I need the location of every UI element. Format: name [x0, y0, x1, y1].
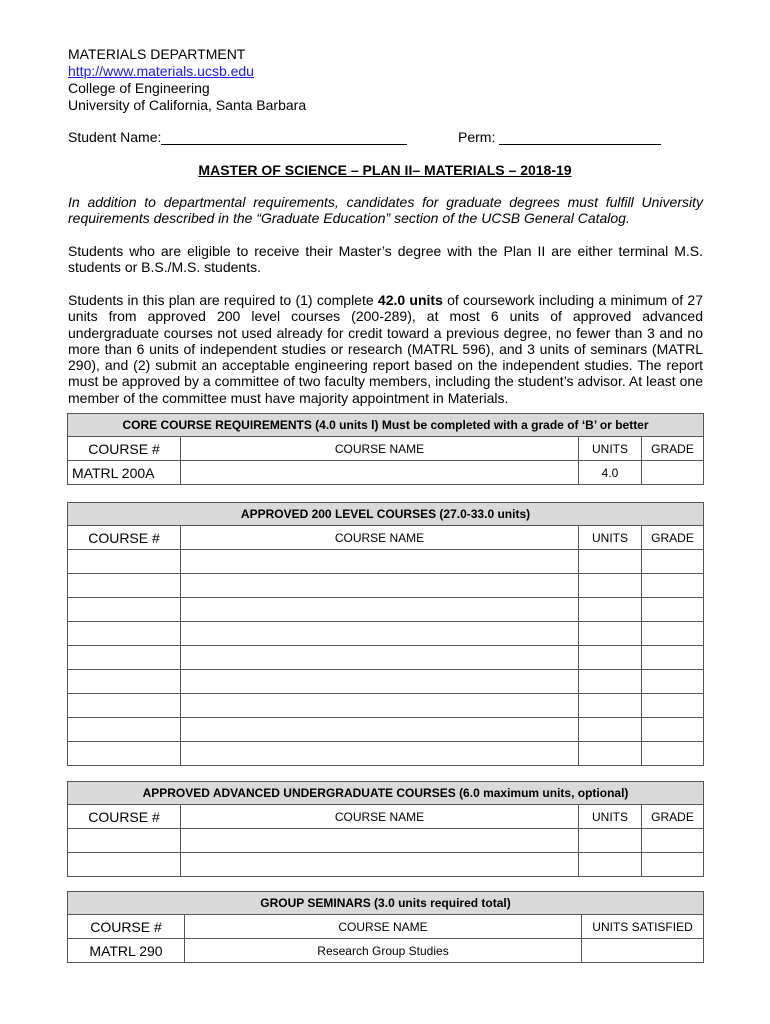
- student-name-label: Student Name:: [68, 129, 162, 145]
- table-row: [68, 670, 704, 694]
- grade-cell[interactable]: [642, 718, 704, 742]
- grade-cell[interactable]: [642, 622, 704, 646]
- requirements-paragraph: Students in this plan are required to (1) complete 42.0 units of coursework including a minimum of 27 units from approved 200 level courses (200-289), at most 6 units of approved advanced undergraduate courses not used already for credit toward a previous degree, no fewer than 3 and no more than 6 units of independent studies or research (MATRL 596), and 3 units of seminars (MATRL 290), and (2) submit an acceptable engineering report based on the independent studies. The report must be approved by a committee of two faculty members, including the student’s advisor. At least one member of the committee must have majority appointment in Materials.: [68, 292, 703, 406]
- column-header-name: COURSE NAME: [181, 437, 579, 461]
- course-number-cell[interactable]: [68, 550, 181, 574]
- advanced-undergrad-header: APPROVED ADVANCED UNDERGRADUATE COURSES (6.0 maximum units, optional): [68, 782, 704, 805]
- table-row: [68, 550, 704, 574]
- department-url-link[interactable]: http://www.materials.ucsb.edu: [68, 63, 254, 79]
- units-cell[interactable]: [579, 646, 642, 670]
- student-name-row: [68, 129, 407, 145]
- document-title: MASTER OF SCIENCE – PLAN II– MATERIALS – 2018-19: [198, 162, 572, 178]
- seminar-course-number: MATRL 290: [68, 939, 185, 963]
- group-seminars-header: GROUP SEMINARS (3.0 units required total): [68, 892, 704, 915]
- table-row: [68, 694, 704, 718]
- grade-cell[interactable]: [642, 574, 704, 598]
- department-name: MATERIALS DEPARTMENT: [68, 46, 246, 62]
- student-name-field[interactable]: [161, 130, 407, 145]
- group-seminars-table: [67, 891, 704, 963]
- units-satisfied-cell[interactable]: [582, 939, 704, 963]
- course-name-cell[interactable]: [181, 461, 579, 485]
- course-name-cell[interactable]: [181, 598, 579, 622]
- column-header-name: COURSE NAME: [185, 915, 582, 939]
- course-name-cell[interactable]: [181, 622, 579, 646]
- intro-paragraph: In addition to departmental requirements, candidates for graduate degrees must fulfill University requirements described in the “Graduate Education” section of the UCSB General Catalog.: [68, 194, 703, 227]
- grade-cell[interactable]: [642, 550, 704, 574]
- table-row: [68, 646, 704, 670]
- course-name-cell[interactable]: [181, 550, 579, 574]
- core-course-units: 4.0: [579, 461, 642, 485]
- units-cell[interactable]: [579, 574, 642, 598]
- grade-cell[interactable]: [642, 742, 704, 766]
- column-header-units: UNITS: [579, 526, 642, 550]
- column-header-grade: GRADE: [642, 526, 704, 550]
- course-number-cell[interactable]: [68, 694, 181, 718]
- units-cell[interactable]: [579, 829, 642, 853]
- table-row: [68, 622, 704, 646]
- core-table-header: CORE COURSE REQUIREMENTS (4.0 units l) Must be completed with a grade of ‘B’ or better: [68, 414, 704, 437]
- table-row: [68, 461, 704, 485]
- column-header-course: COURSE #: [68, 437, 181, 461]
- course-name-cell[interactable]: [181, 853, 579, 877]
- course-name-cell[interactable]: [181, 829, 579, 853]
- grade-cell[interactable]: [642, 694, 704, 718]
- column-header-units: UNITS: [579, 805, 642, 829]
- total-units-highlight: 42.0 units: [377, 292, 443, 308]
- table-row: [68, 829, 704, 853]
- eligibility-paragraph: Students who are eligible to receive their Master’s degree with the Plan II are either terminal M.S. students or B.S./M.S. students.: [68, 243, 703, 276]
- column-header-course: COURSE #: [68, 805, 181, 829]
- course-number-cell[interactable]: [68, 829, 181, 853]
- column-header-grade: GRADE: [642, 805, 704, 829]
- grade-cell[interactable]: [642, 829, 704, 853]
- course-name-cell[interactable]: [181, 646, 579, 670]
- column-header-units: UNITS: [579, 437, 642, 461]
- course-number-cell[interactable]: [68, 670, 181, 694]
- table-row: [68, 718, 704, 742]
- approved-200-header: APPROVED 200 LEVEL COURSES (27.0-33.0 units): [68, 503, 704, 526]
- table-row: [68, 742, 704, 766]
- units-cell[interactable]: [579, 598, 642, 622]
- course-number-cell[interactable]: [68, 853, 181, 877]
- column-header-name: COURSE NAME: [181, 526, 579, 550]
- grade-cell[interactable]: [642, 461, 704, 485]
- university-name: University of California, Santa Barbara: [68, 97, 307, 113]
- units-cell[interactable]: [579, 694, 642, 718]
- column-header-course: COURSE #: [68, 915, 185, 939]
- grade-cell[interactable]: [642, 670, 704, 694]
- advanced-undergrad-table: [67, 781, 704, 877]
- table-row: [68, 598, 704, 622]
- course-number-cell[interactable]: [68, 742, 181, 766]
- table-row: [68, 853, 704, 877]
- course-name-cell[interactable]: [181, 718, 579, 742]
- column-header-course: COURSE #: [68, 526, 181, 550]
- column-header-name: COURSE NAME: [181, 805, 579, 829]
- grade-cell[interactable]: [642, 598, 704, 622]
- course-number-cell[interactable]: [68, 574, 181, 598]
- course-name-cell[interactable]: [181, 694, 579, 718]
- core-course-number: MATRL 200A: [68, 461, 181, 485]
- grade-cell[interactable]: [642, 646, 704, 670]
- table-row: [68, 574, 704, 598]
- units-cell[interactable]: [579, 622, 642, 646]
- course-number-cell[interactable]: [68, 646, 181, 670]
- column-header-grade: GRADE: [642, 437, 704, 461]
- perm-row: [458, 129, 661, 145]
- course-number-cell[interactable]: [68, 598, 181, 622]
- course-number-cell[interactable]: [68, 622, 181, 646]
- course-number-cell[interactable]: [68, 718, 181, 742]
- table-row: [68, 939, 704, 963]
- units-cell[interactable]: [579, 550, 642, 574]
- perm-label: Perm:: [458, 129, 496, 145]
- core-course-table: [67, 413, 704, 485]
- column-header-units-satisfied: UNITS SATISFIED: [582, 915, 704, 939]
- units-cell[interactable]: [579, 742, 642, 766]
- college-name: College of Engineering: [68, 80, 210, 96]
- perm-field[interactable]: [499, 130, 661, 145]
- course-name-cell[interactable]: [181, 670, 579, 694]
- units-cell[interactable]: [579, 853, 642, 877]
- course-name-cell[interactable]: [181, 574, 579, 598]
- approved-200-table: [67, 502, 704, 766]
- units-cell[interactable]: [579, 718, 642, 742]
- units-cell[interactable]: [579, 670, 642, 694]
- grade-cell[interactable]: [642, 853, 704, 877]
- seminar-course-name: Research Group Studies: [185, 939, 582, 963]
- course-name-cell[interactable]: [181, 742, 579, 766]
